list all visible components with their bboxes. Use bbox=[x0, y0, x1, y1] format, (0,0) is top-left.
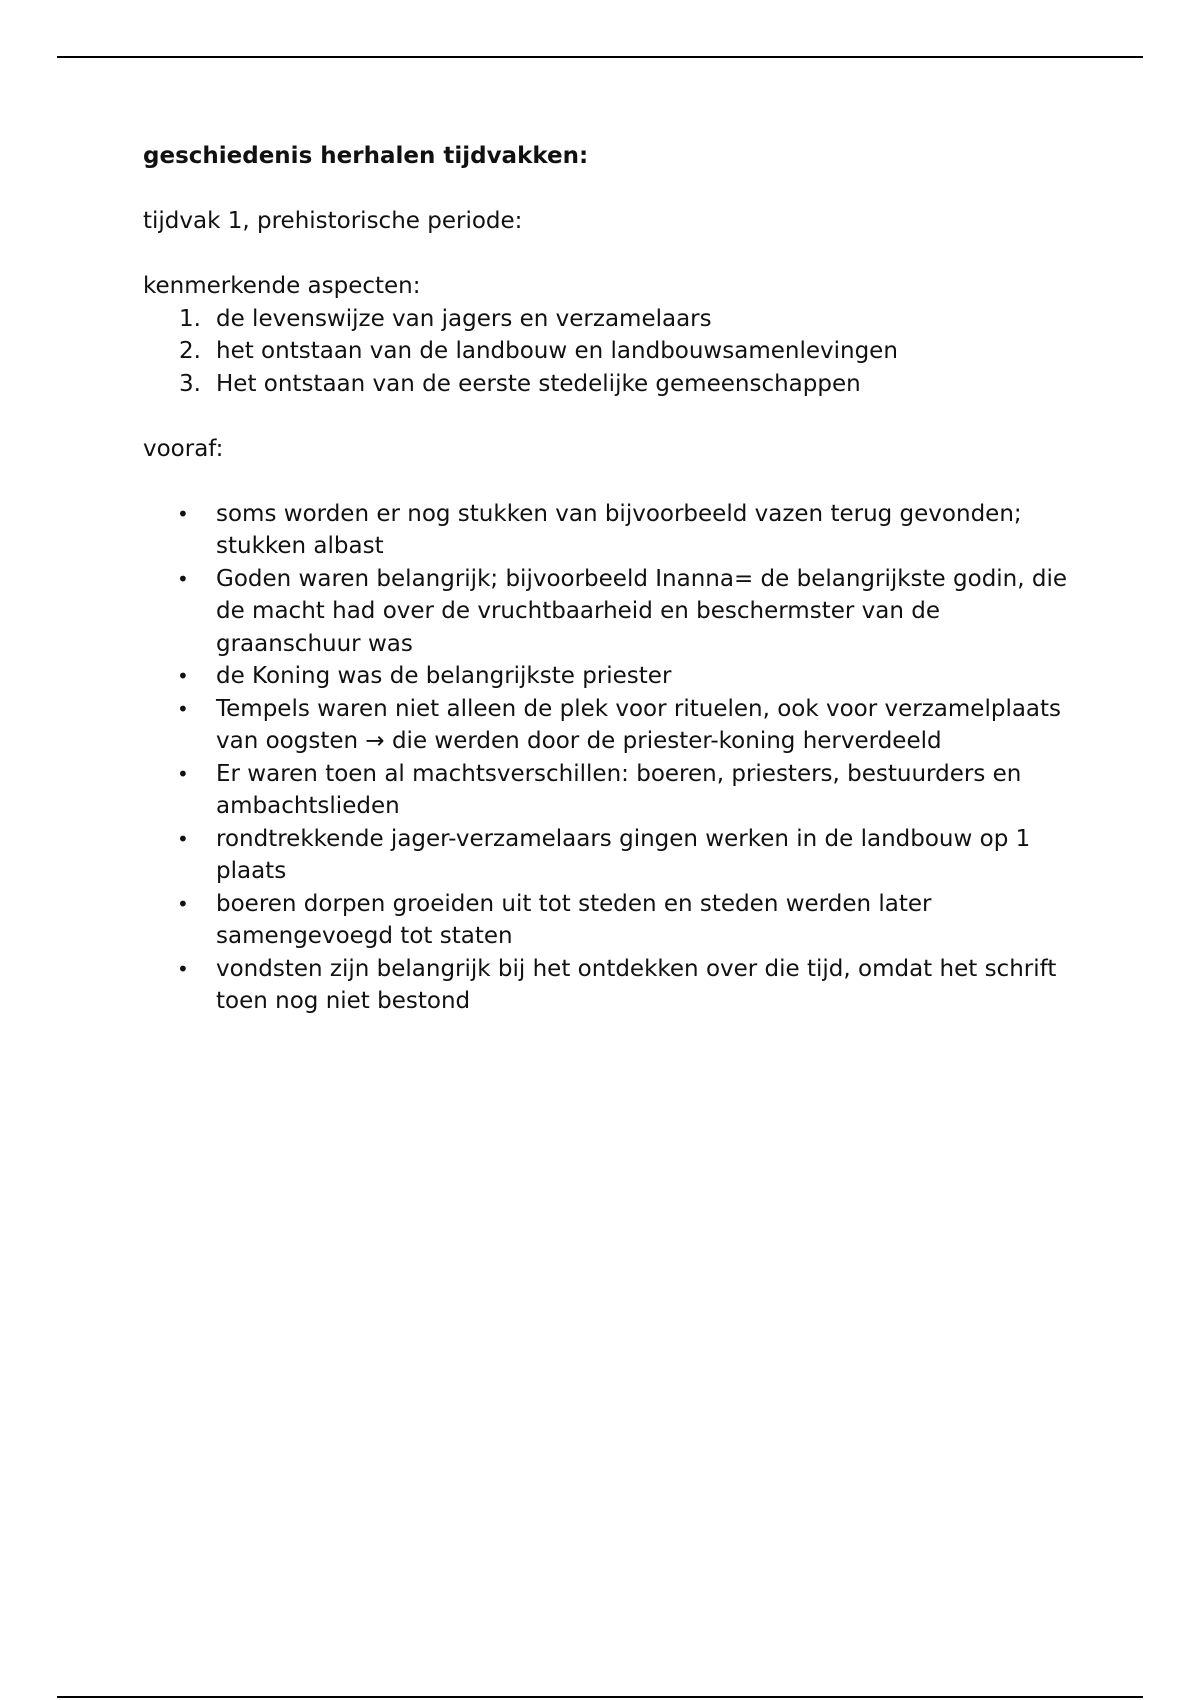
note-item bbox=[143, 823, 1083, 888]
aspects-heading: kenmerkende aspecten: bbox=[143, 273, 421, 299]
aspect-text: de levenswijze van jagers en verzamelaars bbox=[216, 305, 712, 332]
aspect-number: 1. bbox=[179, 305, 201, 332]
spacer bbox=[143, 400, 1083, 433]
bullet-icon: • bbox=[177, 891, 189, 916]
note-text: soms worden er nog stukken van bijvoorbeeld vazen terug gevonden; stukken albast bbox=[216, 500, 1022, 559]
notes-list bbox=[143, 498, 1083, 1018]
note-text: boeren dorpen groeiden uit tot steden en steden werden later samengevoegd tot staten bbox=[216, 890, 932, 949]
bullet-icon: • bbox=[177, 566, 189, 591]
aspect-item bbox=[143, 303, 1083, 336]
note-text: rondtrekkende jager-verzamelaars gingen werken in de landbouw op 1 plaats bbox=[216, 825, 1031, 884]
bottom-rule bbox=[57, 1696, 1143, 1698]
spacer bbox=[143, 238, 1083, 271]
top-rule bbox=[57, 56, 1143, 58]
note-item bbox=[143, 660, 1083, 693]
note-item bbox=[143, 758, 1083, 823]
aspects-list bbox=[143, 303, 1083, 401]
aspect-item bbox=[143, 335, 1083, 368]
era-heading: tijdvak 1, prehistorische periode: bbox=[143, 208, 523, 234]
note-item bbox=[143, 693, 1083, 758]
note-text: Tempels waren niet alleen de plek voor rituelen, ook voor verzamelplaats van oogsten → die werden door de priester-koning herverdeeld bbox=[216, 695, 1062, 754]
aspect-text: Het ontstaan van de eerste stedelijke gemeenschappen bbox=[216, 370, 861, 397]
note-text: Goden waren belangrijk; bijvoorbeeld Inanna= de belangrijkste godin, die de macht had over de vruchtbaarheid en beschermster van de graanschuur was bbox=[216, 565, 1068, 657]
intro-heading: vooraf: bbox=[143, 435, 224, 462]
bullet-icon: • bbox=[177, 826, 189, 851]
bullet-icon: • bbox=[177, 696, 189, 721]
note-item bbox=[143, 498, 1083, 563]
aspect-number: 2. bbox=[179, 338, 201, 364]
aspect-item bbox=[143, 368, 1083, 401]
aspect-number: 3. bbox=[179, 370, 201, 397]
note-text: Er waren toen al machtsverschillen: boeren, priesters, bestuurders en ambachtslieden bbox=[216, 760, 1022, 819]
note-item bbox=[143, 563, 1083, 661]
bullet-icon: • bbox=[177, 501, 189, 526]
bullet-icon: • bbox=[177, 956, 189, 981]
aspect-text: het ontstaan van de landbouw en landbouwsamenlevingen bbox=[216, 338, 898, 364]
document-title: geschiedenis herhalen tijdvakken: bbox=[143, 143, 589, 169]
bullet-icon: • bbox=[177, 761, 189, 786]
bullet-icon: • bbox=[177, 664, 189, 688]
spacer bbox=[143, 173, 1083, 206]
note-item bbox=[143, 953, 1083, 1018]
note-text: vondsten zijn belangrijk bij het ontdekken over die tijd, omdat het schrift toen nog niet bestond bbox=[216, 955, 1057, 1014]
note-text: de Koning was de belangrijkste priester bbox=[216, 663, 672, 689]
note-item bbox=[143, 888, 1083, 953]
document-body bbox=[143, 140, 1083, 1018]
spacer bbox=[143, 465, 1083, 498]
